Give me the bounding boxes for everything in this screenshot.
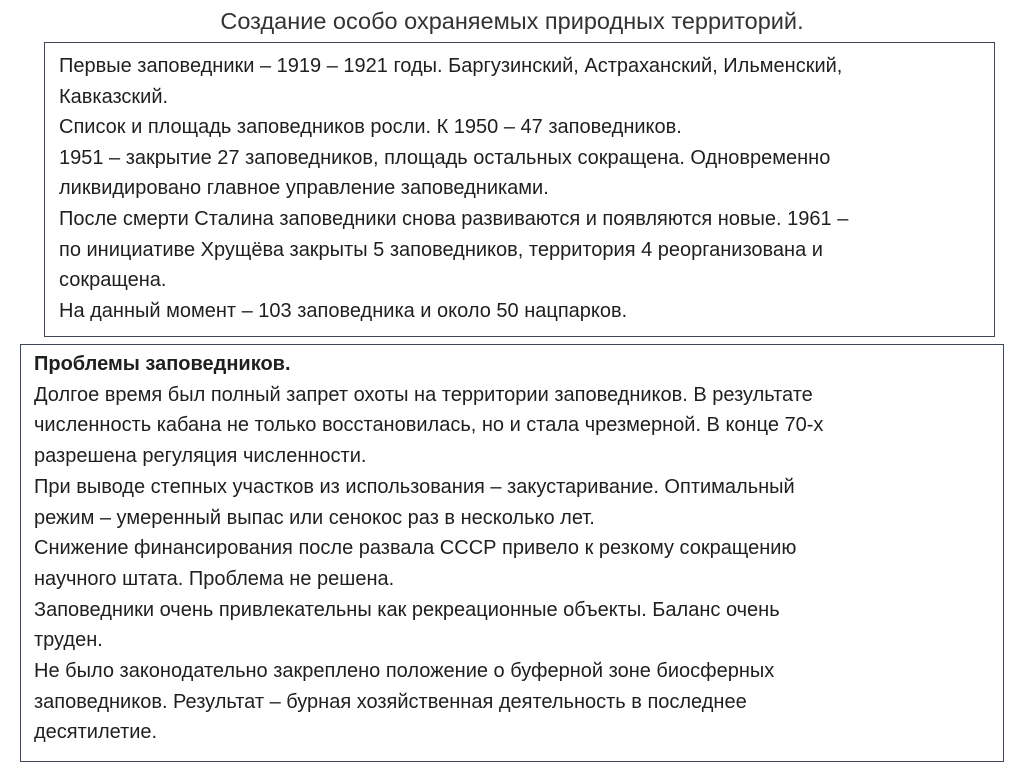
- problems-heading: Проблемы заповедников.: [34, 353, 291, 375]
- problems-line: разрешена регуляция численности.: [34, 445, 367, 468]
- history-line: Список и площадь заповедников росли. К 1950 – 47 заповедников.: [59, 116, 682, 139]
- history-line: После смерти Сталина заповедники снова развиваются и появляются новые. 1961 –: [59, 207, 849, 230]
- problems-line: При выводе степных участков из использования – закустаривание. Оптимальный: [34, 475, 795, 498]
- history-line: по инициативе Хрущёва закрыты 5 заповедников, территория 4 реорганизована и: [59, 238, 823, 261]
- problems-line: десятилетие.: [34, 721, 158, 744]
- history-text-box: [44, 42, 995, 337]
- problems-line: Не было законодательно закреплено положение о буферной зоне биосферных: [34, 660, 775, 683]
- problems-line: Снижение финансирования после развала СССР привело к резкому сокращению: [34, 537, 797, 560]
- history-line: Первые заповедники – 1919 – 1921 годы. Баргузинский, Астраханский, Ильменский,: [59, 55, 843, 77]
- problems-line: заповедников. Результат – бурная хозяйственная деятельность в последнее: [34, 690, 747, 713]
- slide-title: Создание особо охраняемых природных территорий.: [220, 8, 804, 34]
- history-line: сокращена.: [59, 269, 167, 292]
- history-line: Кавказский.: [59, 85, 169, 108]
- history-line: ликвидировано главное управление заповедниками.: [59, 177, 549, 200]
- problems-line: режим – умеренный выпас или сенокос раз в несколько лет.: [34, 506, 595, 529]
- problems-line: Долгое время был полный запрет охоты на территории заповедников. В результате: [34, 383, 813, 406]
- history-line: 1951 – закрытие 27 заповедников, площадь остальных сокращена. Одновременно: [59, 146, 831, 169]
- problems-line: труден.: [34, 629, 103, 652]
- problems-text-box: [20, 344, 1004, 762]
- history-line: На данный момент – 103 заповедника и около 50 нацпарков.: [59, 299, 628, 322]
- problems-line: численность кабана не только восстановилась, но и стала чрезмерной. В конце 70-х: [34, 414, 824, 437]
- problems-line: Заповедники очень привлекательны как рекреационные объекты. Баланс очень: [34, 598, 780, 621]
- problems-line: научного штата. Проблема не решена.: [34, 567, 395, 590]
